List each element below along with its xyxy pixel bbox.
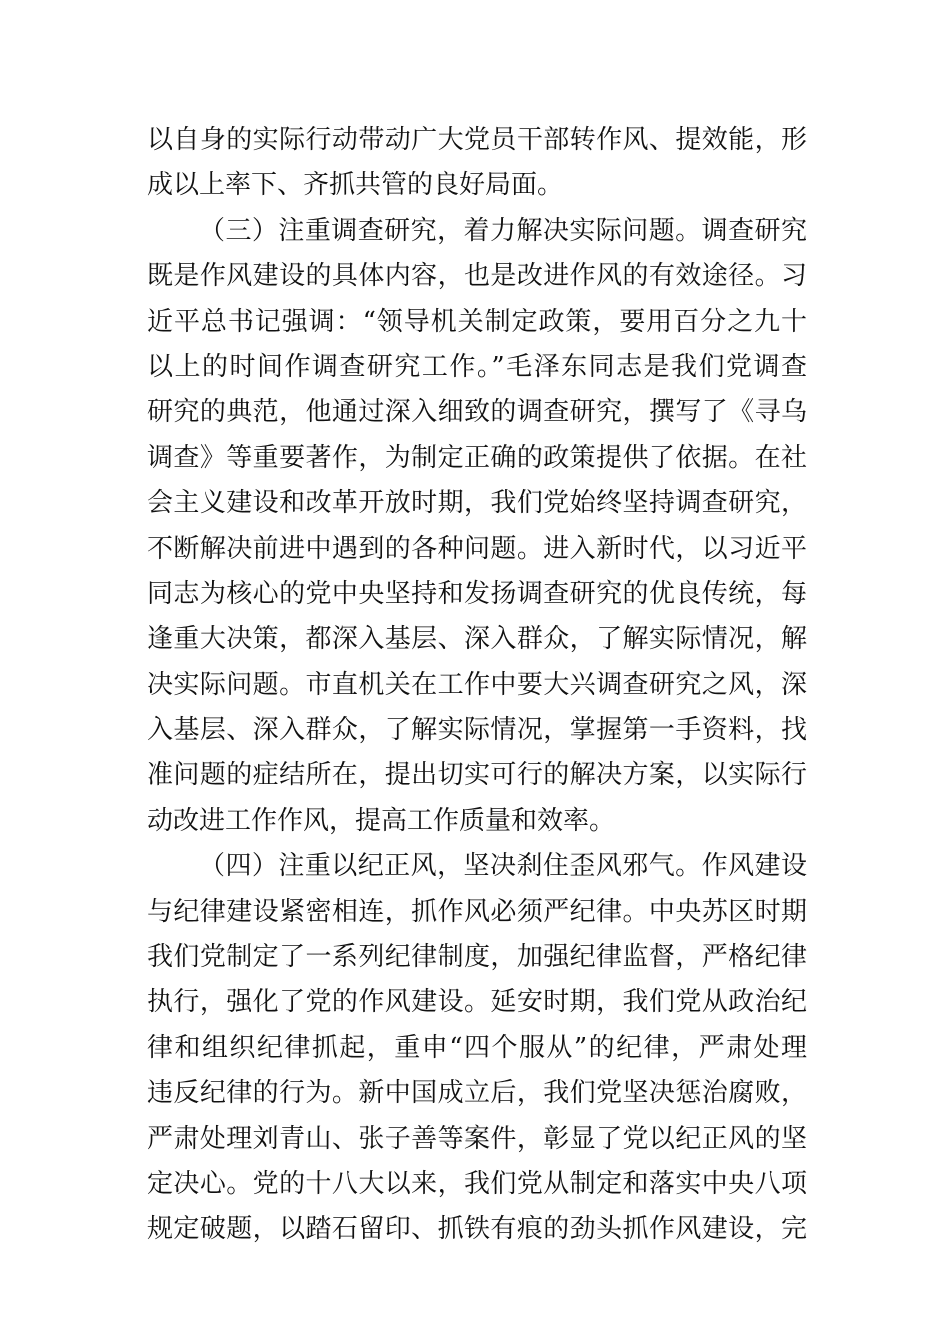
- text-line: 决实际问题。市直机关在工作中要大兴调查研究之风，深: [147, 669, 807, 700]
- text-line: 违反纪律的行为。新中国成立后，我们党坚决惩治腐败，: [147, 1078, 807, 1109]
- text-line: 同志为核心的党中央坚持和发扬调查研究的优良传统，每: [147, 578, 807, 609]
- text-line: 与纪律建设紧密相连，抓作风必须严纪律。中央苏区时期: [147, 896, 807, 927]
- text-line: 近平总书记强调：“领导机关制定政策，要用百分之九十: [147, 306, 807, 337]
- document-body: [147, 118, 807, 1253]
- text-line: 研究的典范，他通过深入细致的调查研究，撰写了《寻乌: [147, 397, 807, 428]
- text-line: 调查》等重要著作，为制定正确的政策提供了依据。在社: [147, 442, 807, 473]
- text-line: 定决心。党的十八大以来，我们党从制定和落实中央八项: [147, 1168, 807, 1199]
- text-line: 既是作风建设的具体内容，也是改进作风的有效途径。习: [147, 261, 807, 292]
- text-line: 我们党制定了一系列纪律制度，加强纪律监督，严格纪律: [147, 942, 807, 973]
- text-line: 严肃处理刘青山、张子善等案件，彰显了党以纪正风的坚: [147, 1123, 807, 1154]
- text-line: 逢重大决策，都深入基层、深入群众，了解实际情况，解: [147, 624, 807, 655]
- section-heading-line: （三）注重调查研究，着力解决实际问题。调查研究: [199, 215, 807, 246]
- text-line: 动改进工作作风，提高工作质量和效率。: [147, 805, 616, 836]
- text-line: 以自身的实际行动带动广大党员干部转作风、提效能，形: [147, 125, 807, 155]
- section-heading-line: （四）注重以纪正风，坚决刹住歪风邪气。作风建设: [199, 851, 807, 882]
- text-line: 会主义建设和改革开放时期，我们党始终坚持调查研究，: [147, 488, 807, 519]
- text-line: 成以上率下、齐抓共管的良好局面。: [147, 170, 564, 201]
- text-line: 入基层、深入群众，了解实际情况，掌握第一手资料，找: [147, 715, 807, 746]
- text-line: 执行，强化了党的作风建设。延安时期，我们党从政治纪: [147, 987, 807, 1018]
- text-line: 律和组织纪律抓起，重申“四个服从”的纪律，严肃处理: [147, 1032, 807, 1063]
- text-line: 不断解决前进中遇到的各种问题。进入新时代，以习近平: [147, 533, 807, 564]
- text-line: 准问题的症结所在，提出切实可行的解决方案，以实际行: [147, 760, 807, 791]
- text-line: 规定破题，以踏石留印、抓铁有痕的劲头抓作风建设，完: [147, 1214, 807, 1245]
- text-line: 以上的时间作调查研究工作。”毛泽东同志是我们党调查: [147, 351, 807, 382]
